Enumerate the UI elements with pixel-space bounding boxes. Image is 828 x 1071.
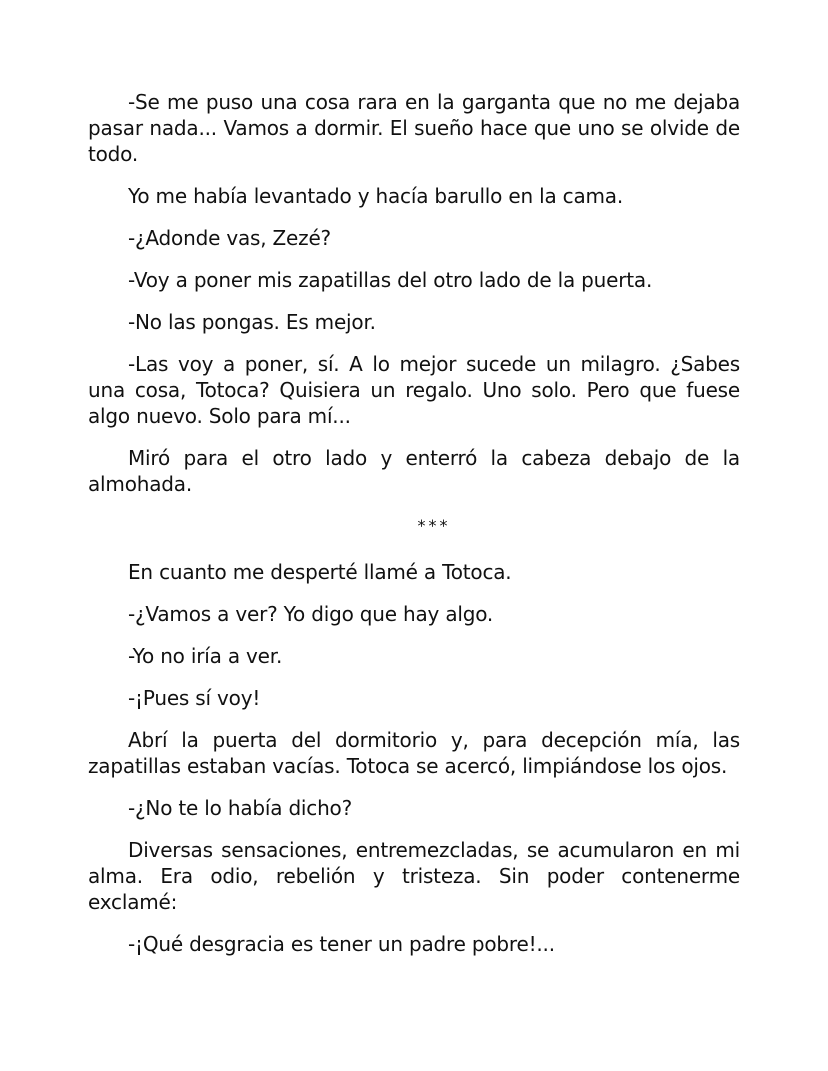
paragraph: Yo me había levantado y hacía barullo en la cama.: [128, 184, 624, 208]
paragraph: Abrí la puerta del dormitorio y, para decepción mía, las zapatillas estaban vacías. Totoca se acercó, limpiándose los ojos.: [88, 728, 740, 778]
paragraph: -Se me puso una cosa rara en la garganta que no me dejaba pasar nada... Vamos a dormir. El sueño hace que uno se olvide de todo.: [88, 90, 740, 166]
paragraph: -¡Pues sí voy!: [128, 686, 261, 710]
document-page: [88, 89, 740, 973]
paragraph: Diversas sensaciones, entremezcladas, se acumularon en mi alma. Era odio, rebelión y tristeza. Sin poder contenerme exclamé:: [88, 838, 740, 914]
paragraph: -Voy a poner mis zapatillas del otro lado de la puerta.: [128, 268, 653, 292]
paragraph: -No las pongas. Es mejor.: [128, 310, 376, 334]
paragraph: -¿Adonde vas, Zezé?: [128, 226, 331, 250]
scene-separator: ***: [417, 516, 451, 535]
paragraph: En cuanto me desperté llamé a Totoca.: [128, 560, 512, 584]
paragraph: -Yo no iría a ver.: [128, 644, 283, 668]
paragraph: -¿Vamos a ver? Yo digo que hay algo.: [128, 602, 494, 626]
paragraph: Miró para el otro lado y enterró la cabeza debajo de la almohada.: [88, 446, 740, 496]
paragraph: -¡Qué desgracia es tener un padre pobre!...: [128, 932, 555, 956]
paragraph: -¿No te lo había dicho?: [128, 796, 353, 820]
paragraph: -Las voy a poner, sí. A lo mejor sucede un milagro. ¿Sabes una cosa, Totoca? Quisiera un regalo. Uno solo. Pero que fuese algo nuevo. Solo para mí...: [88, 352, 740, 428]
